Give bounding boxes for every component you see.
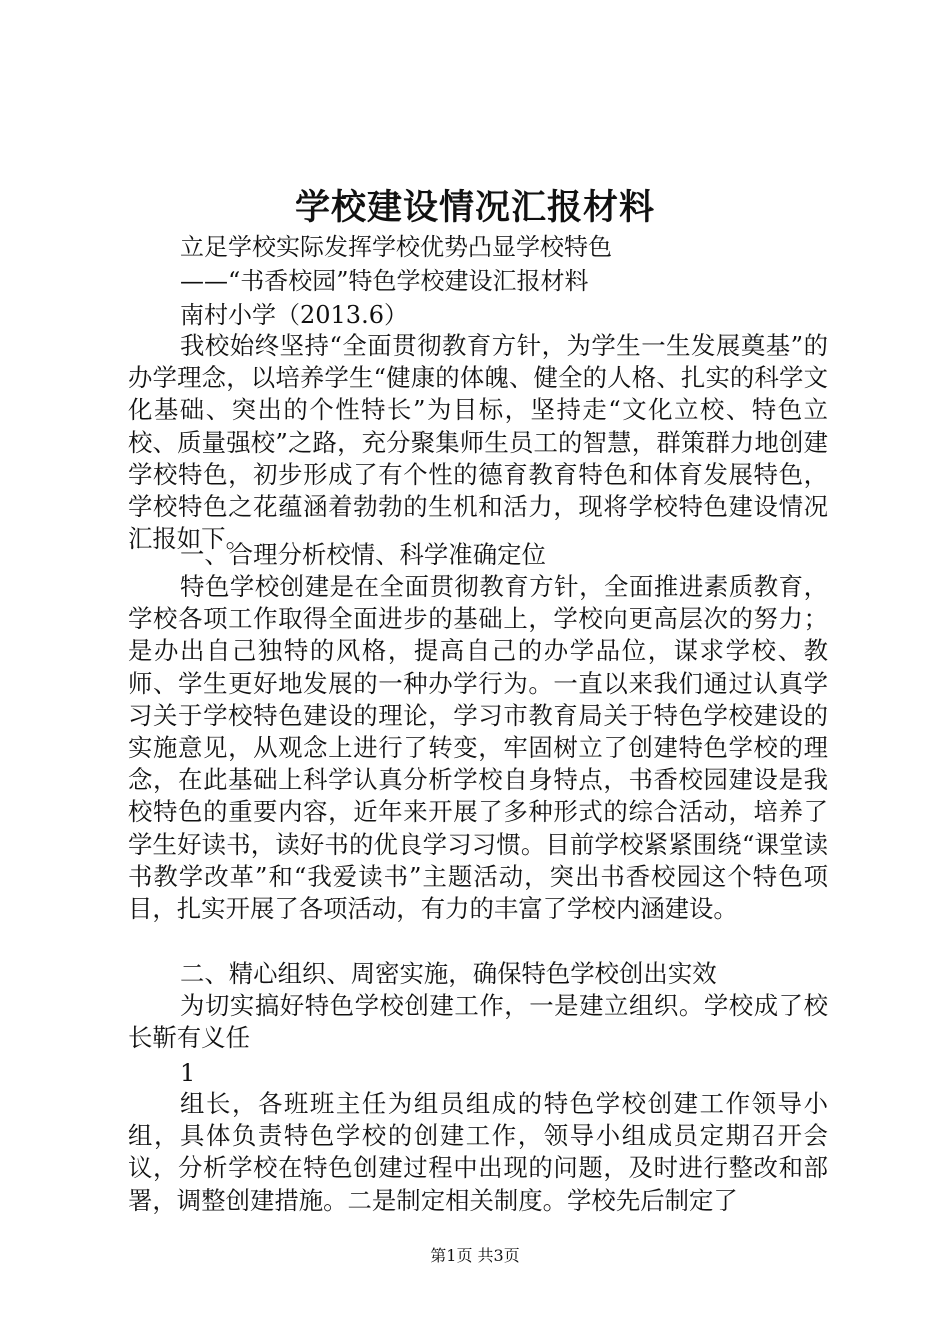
section-1-paragraph: 特色学校创建是在全面贯彻教育方针，全面推进素质教育，学校各项工作取得全面进步的基础上，学校向更高层次的努力；是办出自己独特的风格，提高自己的办学品位，谋求学校、教师、学生更好地发展的一种办学行为。一直以来我们通过认真学习关于学校特色建设的理论，学习市教育局关于特色学校建设的实施意见，从观念上进行了转变，牢固树立了创建特色学校的理念，在此基础上科学认真分析学校自身特点，书香校园建设是我校特色的重要内容，近年来开展了多种形式的综合活动，培养了学生好读书，读好书的优良学习习惯。目前学校紧紧围绕“课堂读书教学改革”和“我爱读书”主题活动，突出书香校园这个特色项目，扎实开展了各项活动，有力的丰富了学校内涵建设。: [128, 572, 828, 924]
section-heading-2: 二、精心组织、周密实施，确保特色学校创出实效: [180, 959, 717, 988]
subtitle-line-1: 立足学校实际发挥学校优势凸显学校特色: [180, 233, 612, 261]
document-title: 学校建设情况汇报材料: [294, 187, 655, 228]
author-date-line: 南村小学（2013.6）: [180, 301, 408, 329]
subtitle-line-2: ——“书香校园”特色学校建设汇报材料: [180, 267, 589, 295]
section-2-paragraph-start: 为切实搞好特色学校创建工作，一是建立组织。学校成了校长靳有义任: [128, 991, 828, 1053]
intro-paragraph: 我校始终坚持“全面贯彻教育方针，为学生一生发展奠基”的办学理念，以培养学生“健康的体魄、健全的人格、扎实的科学文化基础、突出的个性特长”为目标，坚持走“文化立校、特色立校、质量强校”之路，充分聚集师生员工的智慧，群策群力地创建学校特色，初步形成了有个性的德育教育特色和体育发展特色，学校特色之花蕴涵着勃勃的生机和活力，现将学校特色建设情况汇报如下。: [128, 331, 828, 554]
section-heading-1: 一、合理分析校情、科学准确定位: [180, 540, 546, 569]
section-2-paragraph-continued: 组长，各班班主任为组员组成的特色学校创建工作领导小组，具体负责特色学校的创建工作，领导小组成员定期召开会议，分析学校在特色创建过程中出现的问题，及时进行整改和部署，调整创建措施。二是制定相关制度。学校先后制定了: [128, 1089, 828, 1215]
page-footer: 第1页 共3页: [430, 1246, 520, 1265]
inline-page-number: 1: [180, 1059, 196, 1087]
